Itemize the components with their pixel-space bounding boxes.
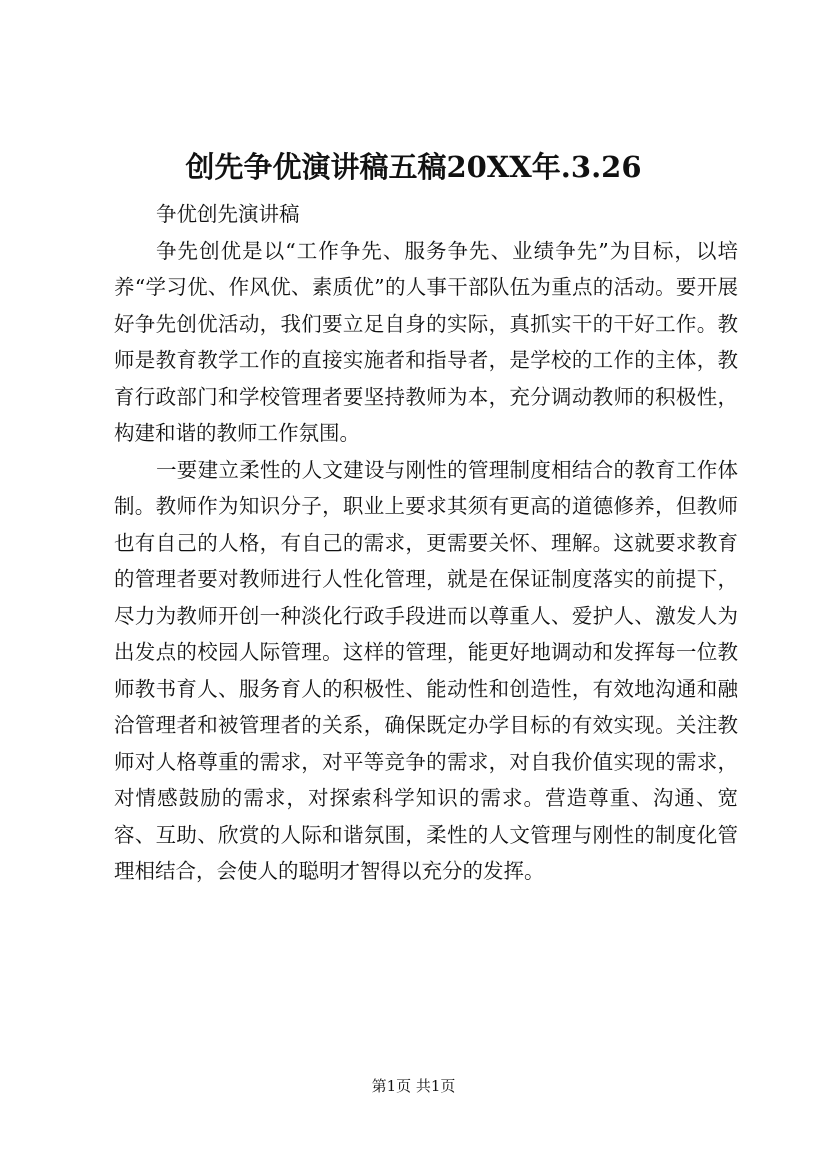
- document-title: 创先争优演讲稿五稿20XX年.3.26: [185, 150, 642, 184]
- paragraph-heading: 争优创先演讲稿: [156, 202, 300, 226]
- paragraph: 争先创优是以“工作争先、服务争先、业绩争先”为目标，以培养“学习优、作风优、素质优”的人事干部队伍为重点的活动。要开展好争先创优活动，我们要立足自身的实际，真抓实干的干好工作。教师是教育教学工作的直接实施者和指导者，是学校的工作的主体，教育行政部门和学校管理者要坚持教师为本，充分调动教师的积极性，构建和谐的教师工作氛围。: [114, 238, 738, 445]
- paragraph: 一要建立柔性的人文建设与刚性的管理制度相结合的教育工作体制。教师作为知识分子，职业上要求其须有更高的道德修养，但教师也有自己的人格，有自己的需求，更需要关怀、理解。这就要求教育的管理者要对教师进行人性化管理，就是在保证制度落实的前提下，尽力为教师开创一种淡化行政手段进而以尊重人、爱护人、激发人为出发点的校园人际管理。这样的管理，能更好地调动和发挥每一位教师教书育人、服务育人的积极性、能动性和创造性，有效地沟通和融洽管理者和被管理者的关系，确保既定办学目标的有效实现。关注教师对人格尊重的需求，对平等竞争的需求，对自我价值实现的需求，对情感鼓励的需求，对探索科学知识的需求。营造尊重、沟通、宽容、互助、欣赏的人际和谐氛围，柔性的人文管理与刚性的制度化管理相结合，会使人的聪明才智得以充分的发挥。: [114, 457, 738, 883]
- page-footer: 第1页 共1页: [371, 1077, 456, 1095]
- document-body: [114, 196, 738, 890]
